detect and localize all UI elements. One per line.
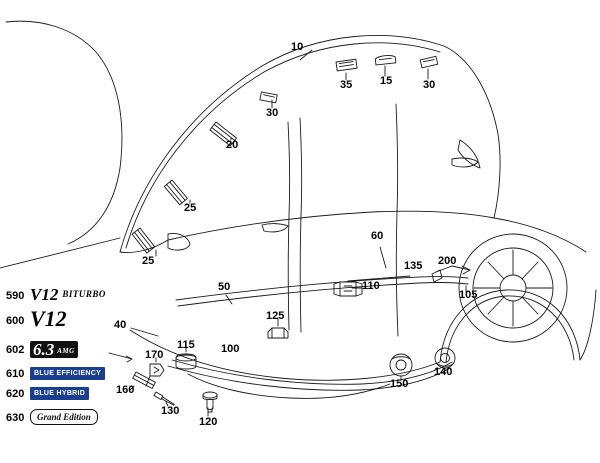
callout-60: 60: [371, 230, 384, 242]
callout-125: 125: [266, 310, 285, 322]
callout-110: 110: [362, 280, 380, 292]
emblem-63-amg-main: 6.3: [33, 340, 55, 359]
legend-number-620: 620: [6, 388, 25, 400]
callout-140: 140: [434, 366, 453, 378]
callout-160: 160: [116, 384, 135, 396]
callout-40: 40: [114, 319, 127, 331]
callout-20: 20: [226, 139, 239, 151]
callout-10: 10: [291, 41, 304, 53]
emblem-v12: V12: [30, 306, 67, 331]
emblem-v12-biturbo: [30, 286, 106, 303]
callout-200: 200: [438, 255, 457, 267]
callout-170: 170: [145, 349, 164, 361]
legend-number-602: 602: [6, 344, 25, 356]
callout-35: 35: [340, 79, 353, 91]
legend-number-610: 610: [6, 368, 25, 380]
emblem-v12-biturbo-main: V12: [30, 285, 59, 304]
callout-115: 115: [177, 339, 195, 351]
callout-100: 100: [221, 343, 240, 355]
callout-150: 150: [390, 378, 409, 390]
legend-number-630: 630: [6, 412, 25, 424]
callout-30-mid-roof: 30: [266, 107, 279, 119]
callout-135: 135: [404, 260, 423, 272]
legend-number-590: 590: [6, 290, 25, 302]
callout-105: 105: [459, 289, 478, 301]
legend-number-600: 600: [6, 315, 25, 327]
callout-25-lower: 25: [142, 255, 155, 267]
emblem-blue-efficiency: BLUE EFFICIENCY: [30, 367, 105, 380]
callout-30-rear-roof: 30: [423, 79, 436, 91]
callout-50: 50: [218, 281, 231, 293]
callout-130: 130: [161, 405, 180, 417]
callout-15: 15: [380, 75, 393, 87]
emblem-63-amg: [30, 341, 78, 358]
emblem-63-amg-sub: AMG: [57, 347, 75, 355]
emblem-v12-biturbo-sub: BITURBO: [62, 289, 106, 299]
emblem-grand-edition: Grand Edition: [30, 409, 98, 425]
callout-120: 120: [199, 416, 218, 428]
emblem-blue-hybrid: BLUE HYBRID: [30, 387, 89, 400]
callout-25-upper: 25: [184, 202, 197, 214]
